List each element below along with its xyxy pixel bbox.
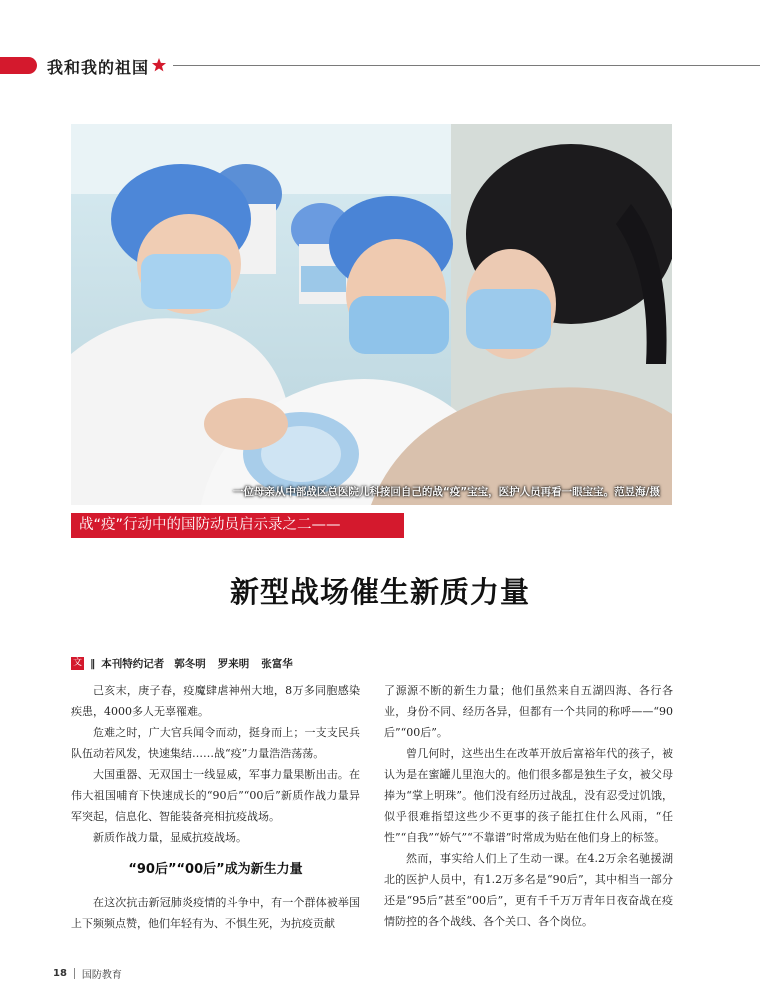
author-name: 罗来明 — [217, 658, 250, 670]
body-paragraph: 危难之时，广大官兵闻令而动，挺身而上；一支支民兵队伍动若风发，快速集结……战“疫”力量浩浩荡荡。 — [71, 726, 360, 760]
body-column-right — [384, 680, 673, 932]
photo-illustration — [71, 124, 672, 505]
body-column-left-lower — [71, 892, 360, 934]
series-label-bar: 战“疫”行动中的国防动员启示录之二—— — [71, 513, 404, 538]
magazine-name: 国防教育 — [81, 970, 122, 981]
body-paragraph: 曾几何时，这些出生在改革开放后富裕年代的孩子，被认为是在蜜罐儿里泡大的。他们很多都是独生子女，被父母捧为“掌上明珠”。他们没有经历过战乱，没有忍受过饥饿，似乎很难指望这些少不更事的孩子能扛住什么风雨，“任性”“自我”“娇气”“不靠谱”时常成为贴在他们身上的标签。 — [384, 747, 673, 844]
article-headline: 新型战场催生新质力量 — [229, 575, 530, 609]
body-paragraph-continued: 了源源不断的新生力量；他们虽然来自五湖四海、各行各业，身份不同、经历各异，但都有一个共同的称呼——“90后”“00后”。 — [384, 684, 673, 739]
author-name: 张富华 — [261, 658, 293, 670]
body-paragraph: 新质作战力量，显威抗疫战场。 — [93, 831, 247, 844]
photo-caption: 一位母亲从中部战区总医院儿科接回自己的战“疫”宝宝，医护人员再看一眼宝宝。范昱海/摄 — [232, 486, 660, 498]
news-photo — [71, 124, 672, 505]
byline-badge: 文 — [72, 658, 82, 668]
body-paragraph: 己亥末，庚子春，疫魔肆虐神州大地，8万多同胞感染疾患，4000多人无辜罹难。 — [71, 684, 360, 718]
byline-role: 本刊特约记者 — [101, 658, 165, 670]
header-rule — [173, 65, 760, 66]
page-footer — [53, 966, 122, 981]
footer-divider — [74, 968, 75, 979]
author-name: 郭冬明 — [174, 658, 206, 670]
section-title: 我和我的祖国 — [47, 58, 150, 77]
section-subheading: “90后”“00后”成为新生力量 — [128, 862, 303, 877]
star-icon — [151, 57, 167, 73]
page-number: 18 — [53, 968, 67, 979]
section-tab-marker — [0, 57, 37, 74]
body-paragraph: 大国重器、无双国士一线显威，军事力量果断出击。在伟大祖国哺育下快速成长的“90后”“00后”新质作战力量异军突起，信息化、智能装备亮相抗疫战场。 — [71, 768, 360, 823]
byline — [71, 656, 305, 671]
body-paragraph: 然而，事实给人们上了生动一课。在4.2万余名驰援湖北的医护人员中，有1.2万多名是“90后”，其中相当一部分还是“95后”甚至“00后”，更有千千万万青年日夜奋战在疫情防控的各个战线、各个关口、各个岗位。 — [384, 852, 673, 928]
body-paragraph: 在这次抗击新冠肺炎疫情的斗争中，有一个群体被举国上下频频点赞，他们年轻有为、不惧生死，为抗疫贡献 — [71, 896, 360, 930]
body-column-left — [71, 680, 360, 848]
byline-separator: ‖ — [90, 657, 96, 670]
